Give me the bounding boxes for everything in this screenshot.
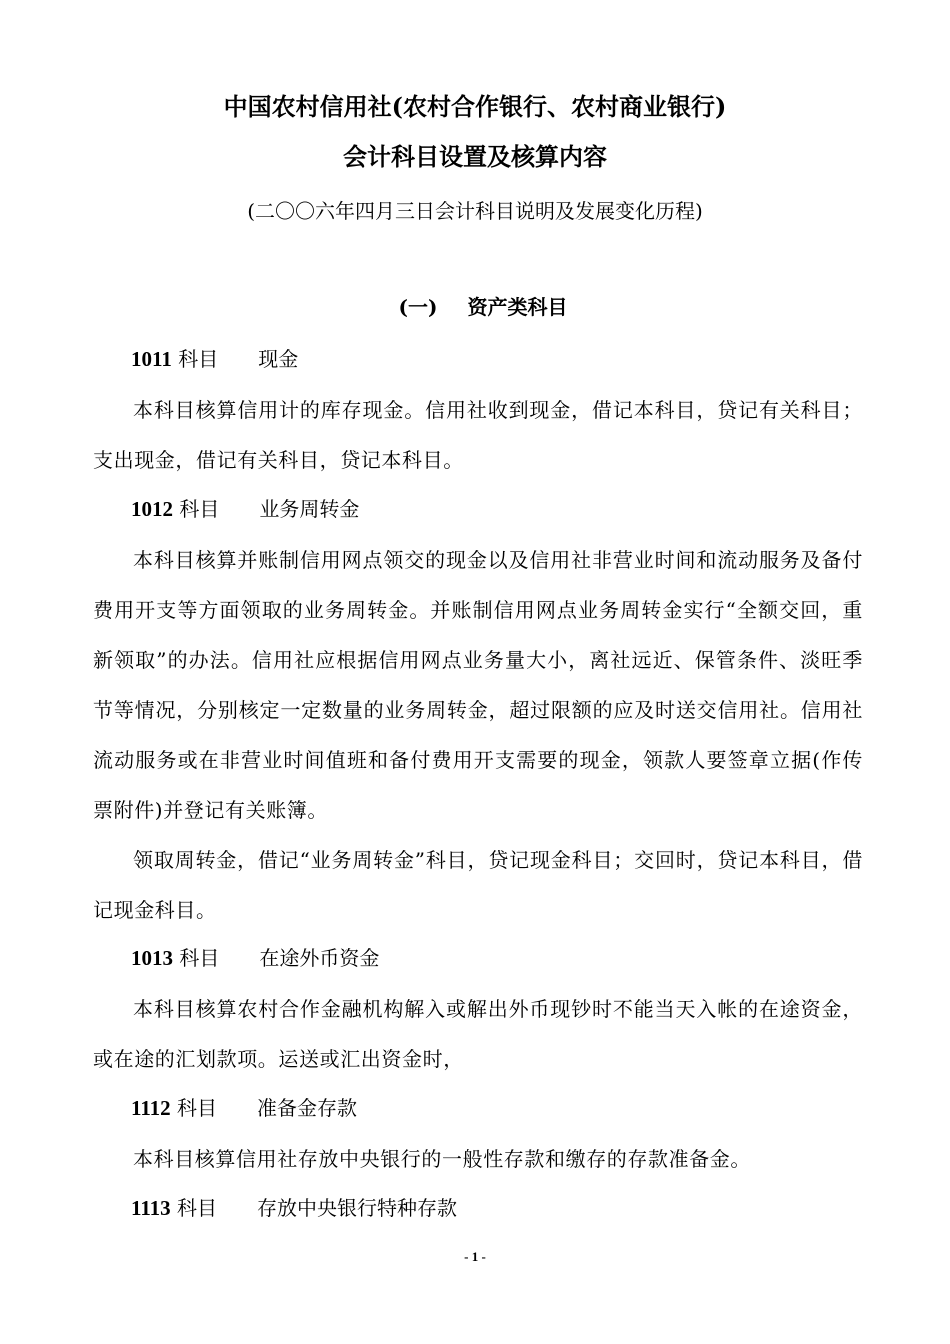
subject-heading-1012 bbox=[131, 494, 359, 524]
subject-heading-1113 bbox=[131, 1193, 457, 1223]
subject-label: 科目 bbox=[179, 946, 220, 970]
page-number: - 1 - bbox=[464, 1249, 486, 1264]
subject-label: 科目 bbox=[177, 1096, 218, 1120]
subject-name: 业务周转金 bbox=[259, 497, 360, 521]
section-name: 资产类科目 bbox=[467, 295, 568, 319]
subject-heading-1011 bbox=[131, 344, 298, 374]
document-title-line-2: 会计科目设置及核算内容 bbox=[343, 142, 607, 171]
subject-label: 科目 bbox=[177, 1196, 218, 1220]
document-title-line-1: 中国农村信用社(农村合作银行、农村商业银行) bbox=[223, 92, 727, 121]
subject-name: 准备金存款 bbox=[257, 1096, 358, 1120]
subject-label: 科目 bbox=[178, 347, 219, 371]
subject-code: 1012 bbox=[131, 497, 173, 521]
subject-code: 1011 bbox=[131, 347, 172, 371]
subject-code: 1113 bbox=[131, 1196, 171, 1220]
subject-1012-paragraph-2: 领取周转金，借记“业务周转金”科目，贷记现金科目；交回时，贷记本科目，借记现金科目。 bbox=[93, 848, 863, 922]
subject-heading-1013 bbox=[131, 943, 379, 973]
subject-1112-paragraph-1: 本科目核算信用社存放中央银行的一般性存款和缴存的存款准备金。 bbox=[133, 1147, 751, 1171]
subject-label: 科目 bbox=[179, 497, 220, 521]
subject-name: 存放中央银行特种存款 bbox=[257, 1196, 458, 1220]
subject-name: 现金 bbox=[258, 347, 299, 371]
section-number: (一) bbox=[398, 295, 438, 319]
subject-name: 在途外币资金 bbox=[259, 946, 380, 970]
document-subtitle: (二〇〇六年四月三日会计科目说明及发展变化历程) bbox=[247, 199, 703, 223]
subject-1011-paragraph-1: 本科目核算信用计的库存现金。信用社收到现金，借记本科目，贷记有关科目；支出现金，借记有关科目，贷记本科目。 bbox=[93, 398, 863, 472]
subject-1012-paragraph-1: 本科目核算并账制信用网点领交的现金以及信用社非营业时间和流动服务及备付费用开支等方面领取的业务周转金。并账制信用网点业务周转金实行“全额交回，重新领取”的办法。信用社应根据信用网点业务量大小，离社远近、保管条件、淡旺季节等情况，分别核定一定数量的业务周转金，超过限额的应及时送交信用社。信用社流动服务或在非营业时间值班和备付费用开支需要的现金，领款人要签章立据(作传票附件)并登记有关账簿。 bbox=[93, 548, 863, 822]
subject-code: 1112 bbox=[131, 1096, 171, 1120]
section-heading bbox=[0, 293, 950, 321]
subject-code: 1013 bbox=[131, 946, 173, 970]
subject-heading-1112 bbox=[131, 1093, 357, 1123]
subject-1013-paragraph-1: 本科目核算农村合作金融机构解入或解出外币现钞时不能当天入帐的在途资金，或在途的汇划款项。运送或汇出资金时， bbox=[93, 997, 863, 1071]
